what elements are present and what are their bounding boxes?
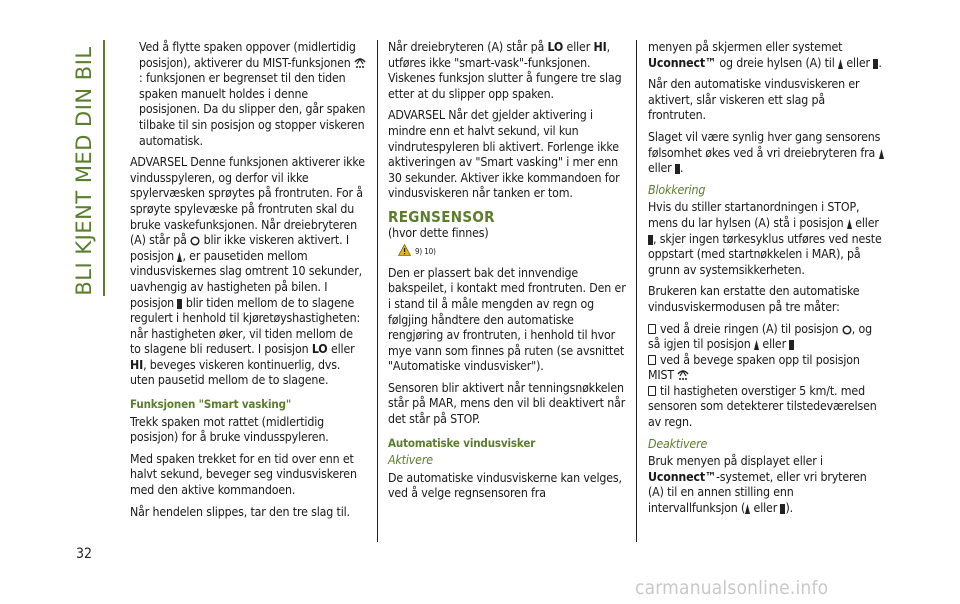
list-item: ved å dreie ringen (A) til posisjon , og så igjen til posisjon eller xyxy=(648,321,872,352)
paragraph: Sensoren blir aktivert når tenningsnøkkelen står på MAR, mens den vil bli deaktivert når det står på STOP. xyxy=(388,380,626,427)
checkbox-icon xyxy=(648,324,656,334)
paragraph: Når den automatiske vindusviskeren er aktivert, slår viskeren ett slag på frontruten. xyxy=(648,77,860,123)
checkbox-icon xyxy=(648,386,656,396)
wiper-interval-icon xyxy=(754,340,759,350)
chapter-title: BLI KJENT MED DIN BIL xyxy=(72,46,96,296)
wiper-interval-icon xyxy=(879,149,884,159)
paragraph: ADVARSEL Når det gjelder aktivering i mindre enn et halvt sekund, vil kun vindrutespyleren bli aktivert. Forlenge ikke aktiveringen av "Smart vasking" i mer enn 30 sekunder. Aktiver ikke kommandoen for vindusviskeren når tanken er tom. xyxy=(388,108,620,201)
column-divider xyxy=(636,40,637,542)
list-item: til hastigheten overstiger 5 km/t. med sensoren som detekterer tilstedeværelsen av regn. xyxy=(648,383,877,430)
subsection-heading: Aktivere xyxy=(388,453,433,468)
paragraph: Bruk menyen på displayet eller i Uconnect™-systemet, eller vri bryteren (A) til en annen stilling enn intervallfunksjon ( eller ). xyxy=(648,454,867,516)
chapter-rule xyxy=(103,40,105,296)
section-heading: Funksjonen "Smart vasking" xyxy=(130,397,292,412)
column-2 xyxy=(388,40,626,508)
wiper-auto-icon xyxy=(873,59,878,69)
paragraph: menyen på skjermen eller systemet Uconnect™ og dreie hylsen (A) til eller . xyxy=(648,40,882,70)
wiper-interval-icon xyxy=(847,219,852,229)
lo-label: LO xyxy=(311,342,328,357)
column-3 xyxy=(648,40,884,523)
paragraph: Når hendelen slippes, tar den tre slag til. xyxy=(130,504,350,519)
paragraph: Brukeren kan erstatte den automatiske vindusviskermodusen på tre måter: xyxy=(648,284,860,314)
paragraph: Hvis du stiller startanordningen i STOP, mens du lar hylsen (A) stå i posisjon eller , skjer ingen tørkesyklus utføres ved neste oppstart (med startnøkkelen i MAR), på grunn av systemsikkerheten. xyxy=(648,200,882,277)
paragraph: Trekk spaken mot rattet (midlertidig posisjon) for å bruke vindusspyleren. xyxy=(130,414,329,445)
subsection-heading: Blokkering xyxy=(648,182,706,197)
off-circle-icon xyxy=(842,325,852,335)
paragraph: Ved å flytte spaken oppover (midlertidig posisjon), aktiverer du MIST-funksjonen : funksjonen er begrenset til den tiden spaken manuelt holdes i denne posisjonen. Da du slipper den, går spaken tilbake til sin posisjon og stopper viskeren automatisk. xyxy=(139,40,366,148)
mist-icon xyxy=(677,370,689,381)
lo-label: LO xyxy=(547,40,564,54)
subsection-heading: Deaktivere xyxy=(648,436,708,451)
warning-reference: 9) 10) xyxy=(398,243,626,260)
paragraph: Slaget vil være synlig hver gang sensorens følsomhet økes ved å vri dreiebryteren fra eller . xyxy=(648,130,884,177)
section-heading: Automatiske vindusvisker xyxy=(388,435,536,450)
wiper-interval-icon xyxy=(838,59,843,69)
paragraph: Når dreiebryteren (A) står på LO eller HI, utføres ikke "smart-vask"-funksjonen. Viskenes funksjon slutter å fungere tre slag etter at du slipper opp spaken. xyxy=(388,40,622,101)
section-heading: REGNSENSOR xyxy=(388,207,495,226)
checkbox-icon xyxy=(648,355,656,365)
column-divider xyxy=(377,40,378,542)
paragraph: Den er plassert bak det innvendige bakspeilet, i kontakt med frontruten. Den er i stand til å måle mengden av regn og følgjing håndtere den automatiske rengjøring av frontruten, i henhold til hvor mye vann som finnes på ruten (se avsnittet "Automatiske vindusvisker"). xyxy=(388,265,626,374)
wiper-auto-icon xyxy=(789,340,794,350)
paragraph: De automatiske vindusviskerne kan velges, ved å velge regnsensoren fra xyxy=(388,470,622,501)
page-number: 32 xyxy=(76,546,93,562)
hi-label: HI xyxy=(130,357,144,372)
hi-label: HI xyxy=(593,40,607,54)
wiper-interval-icon xyxy=(745,504,750,514)
wiper-auto-icon xyxy=(675,164,680,174)
mist-icon xyxy=(354,58,366,69)
list-item: ved å bevege spaken opp til posisjon MIST xyxy=(648,352,860,383)
availability-note: (hvor dette finnes) xyxy=(388,225,489,240)
watermark: carmanualsonline.info xyxy=(635,577,829,599)
wiper-auto-icon xyxy=(177,299,182,309)
paragraph: Med spaken trekket for en tid over enn et halvt sekund, beveger seg vindusviskeren med den aktive kommandoen. xyxy=(130,451,357,498)
warning-icon xyxy=(398,244,411,256)
off-circle-icon xyxy=(190,236,200,246)
paragraph: ADVARSEL Denne funksjonen aktiverer ikke vindusspyleren, og derfor vil ikke spylervæsken sprøytes på frontruten. For å sprøyte spylevæske på frontruten skal du bruke vaskefunksjonen. Når dreiebryteren (A) står på blir ikke viskeren aktivert. I posisjon , er pausetiden mellom vindusviskernes slag omtrent 10 sekunder, uavhengig av hastigheten på bilen. I posisjon blir tiden mellom de to slagene regulert i henhold til kjøretøyshastigheten: når hastigheten øker, vil tiden mellom de to slagene bli redusert. I posisjon LO eller HI, beveges viskeren kontinuerlig, dvs. uten pausetid mellom de to slagene. xyxy=(130,155,365,388)
column-1 xyxy=(130,40,366,526)
